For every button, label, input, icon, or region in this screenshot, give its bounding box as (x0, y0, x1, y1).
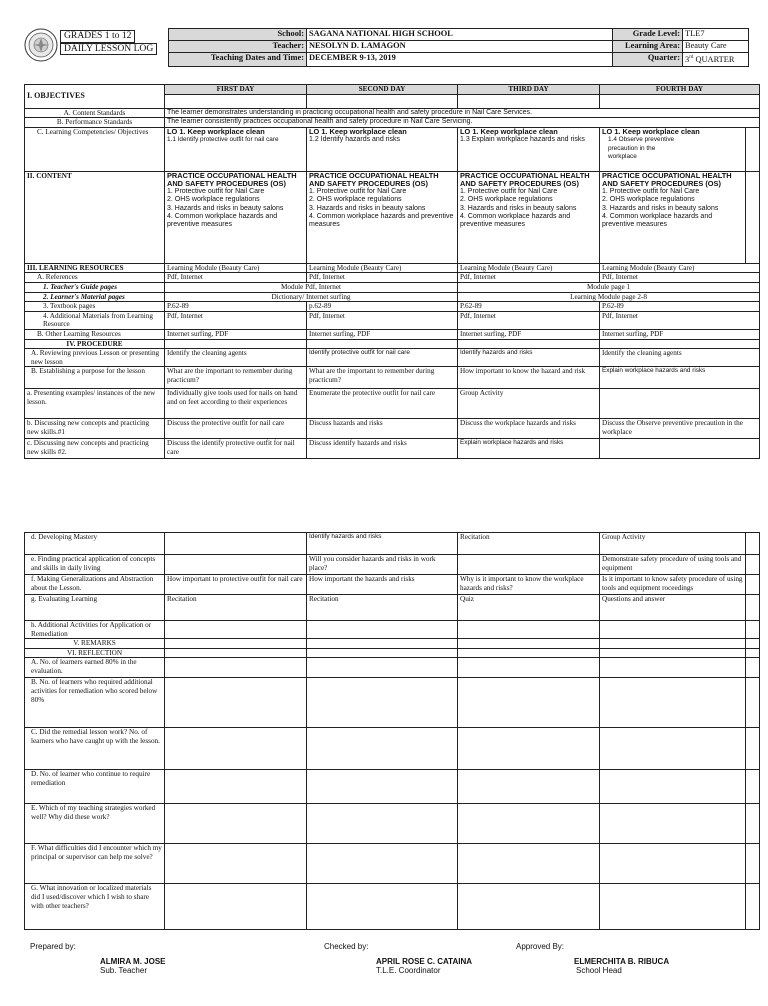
competency-day-1 (165, 127, 307, 171)
proc-g-day-3: Quiz (458, 595, 600, 621)
lm-days-1-2: Dictionary/ Internet surfing (165, 292, 458, 302)
proc-c2-day-1: Discuss the identify protective outfit for nail care (165, 439, 307, 459)
blank-cell (746, 648, 760, 658)
blank-cell (746, 127, 760, 171)
module-day-1: Learning Module (Beauty Care) (165, 263, 307, 273)
blank-cell (458, 639, 600, 649)
checked-by (324, 942, 472, 975)
reflection-label: VI. REFLECTION (25, 648, 165, 658)
blank-cell (746, 639, 760, 649)
blank-cell (307, 804, 458, 844)
blank-cell (746, 770, 760, 804)
approved-position: School Head (576, 966, 622, 975)
checked-name: APRIL ROSE C. CATAINA (376, 957, 473, 966)
proc-e-day-1 (165, 555, 307, 575)
proc-a2-day-4 (600, 389, 760, 419)
proc-d-day-1 (165, 533, 307, 555)
competency-lo: LO 1. Keep workplace clean (602, 127, 700, 136)
reflection-row-e: E. Which of my teaching strategies worked well? Why did these work? (25, 804, 165, 844)
school-label: School: (169, 29, 307, 41)
blank-cell (307, 678, 458, 728)
lm-label: 2. Learner's Material pages (25, 292, 165, 302)
module-day-2: Learning Module (Beauty Care) (307, 263, 458, 273)
area-label: Learning Area: (613, 41, 683, 53)
competency-detail: 1.3 Explain workplace hazards and risks (460, 136, 585, 144)
reflection-row-c: C. Did the remedial lesson work? No. of learners who have caught up with the lesson. (25, 728, 165, 770)
prepared-label: Prepared by: (30, 942, 76, 951)
perf-std-label: B. Performance Standards (25, 118, 165, 128)
reflection-row-g: G. What innovation or localized materials did I used/discover which I wish to share with other teachers? (25, 884, 165, 930)
blank-cell (165, 844, 307, 884)
content-item: 2. OHS workplace regulations (602, 196, 695, 204)
blank-cell (746, 575, 760, 595)
other-day-4: Internet surfing, PDF (600, 329, 760, 339)
school-value: SAGANA NATIONAL HIGH SCHOOL (307, 29, 613, 41)
prepared-name: ALMIRA M. JOSE (100, 957, 166, 966)
content-item: 4. Common workplace hazards and preventive measures (167, 212, 278, 228)
content-heading: PRACTICE OCCUPATIONAL HEALTH AND SAFETY PROCEDURES (OS) (309, 171, 439, 188)
proc-d-day-2: Identify hazards and risks (307, 533, 458, 555)
content-item: 3. Hazards and risks in beauty salons (460, 204, 577, 212)
signatures (0, 942, 768, 1006)
proc-a-day-3: Identify hazards and risks (458, 349, 600, 367)
other-day-2: Internet surfing, PDF (307, 329, 458, 339)
proc-a2-day-3: Group Activity (458, 389, 600, 419)
content-heading: PRACTICE OCCUPATIONAL HEALTH AND SAFETY PROCEDURES (OS) (460, 171, 590, 188)
lesson-log-table (24, 84, 760, 459)
remarks-label: V. REMARKS (25, 639, 165, 649)
proc-f-day-2: How important the hazards and risks (307, 575, 458, 595)
deped-seal-icon (24, 28, 58, 62)
refs-day-1: Pdf, Internet (165, 273, 307, 283)
blank-cell (458, 844, 600, 884)
proc-label-h: h. Additional Activities for Application or Remediation (25, 621, 165, 639)
area-value: Beauty Care (683, 41, 749, 53)
dates-label: Teaching Dates and Time: (169, 53, 307, 67)
module-day-3: Learning Module (Beauty Care) (458, 263, 600, 273)
blank-cell (307, 94, 458, 108)
blank-cell (307, 658, 458, 678)
blank-cell (746, 595, 760, 621)
content-item: 3. Hazards and risks in beauty salons (602, 204, 719, 212)
competency-day-4 (600, 127, 746, 171)
blank-cell (600, 621, 746, 639)
quarter-rest: QUARTER (693, 54, 735, 64)
proc-c2-day-2: Discuss identify hazards and risks (307, 439, 458, 459)
blank-cell (746, 678, 760, 728)
tg-label: 1. Teacher's Guide pages (25, 282, 165, 292)
proc-b-day-1: What are the important to remember during practicum? (165, 367, 307, 389)
approved-name: ELMERCHITA B. RIBUCA (574, 957, 670, 966)
add-day-3: Pdf, Internet (458, 311, 600, 329)
proc-f-day-1: How important to protective outfit for nail care (165, 575, 307, 595)
proc-label-c2: c. Discussing new concepts and practicing new skills #2. (25, 439, 165, 459)
blank-cell (458, 621, 600, 639)
proc-b2-day-4: Discuss the Observe preventive precaution in the workplace (600, 419, 760, 439)
content-item: 4. Common workplace hazards and preventive measures (309, 212, 454, 228)
competency-detail: 1.2 Identify hazards and risks (309, 136, 401, 144)
proc-a-day-4: Identify the cleaning agents (600, 349, 760, 367)
proc-b-day-2: What are the important to remember during practicum? (307, 367, 458, 389)
module-day-4: Learning Module (Beauty Care) (600, 263, 760, 273)
refs-day-3: Pdf, Internet (458, 273, 600, 283)
blank-cell (458, 339, 600, 349)
content-day-3 (458, 171, 600, 263)
blank-cell (165, 658, 307, 678)
competency-lo: LO 1. Keep workplace clean (309, 127, 407, 136)
content-day-2 (307, 171, 458, 263)
proc-label-a: A. Reviewing previous Lesson or presenting new lesson (25, 349, 165, 367)
blank-cell (746, 555, 760, 575)
proc-e-day-3 (458, 555, 600, 575)
header-table (168, 28, 749, 67)
competencies-label: C. Learning Competencies/ Objectives (25, 127, 165, 171)
refs-day-2: Pdf, Internet (307, 273, 458, 283)
quarter-num: 3 (685, 54, 690, 64)
proc-a-day-2: Identify protective outfit for nail care (307, 349, 458, 367)
proc-e-day-4: Demonstrate safety procedure of using tools and equipment (600, 555, 746, 575)
tb-day-4: P.62-89 (600, 302, 760, 312)
competency-lo: LO 1. Keep workplace clean (167, 127, 265, 136)
blank-cell (600, 770, 746, 804)
day-header-2: SECOND DAY (307, 85, 458, 95)
content-item: 1. Protective outfit for Nail Care (460, 188, 558, 196)
blank-cell (307, 884, 458, 930)
proc-label-e: e. Finding practical application of concepts and skills in daily living (25, 555, 165, 575)
proc-d-day-4: Group Activity (600, 533, 746, 555)
proc-b2-day-1: Discuss the protective outfit for nail care (165, 419, 307, 439)
blank-cell (746, 533, 760, 555)
tg-days-3-4: Module page 1 (458, 282, 760, 292)
content-item: 2. OHS workplace regulations (309, 196, 402, 204)
grade-value: TLE7 (683, 29, 749, 41)
quarter-label: Quarter: (613, 53, 683, 67)
blank-cell (165, 678, 307, 728)
title-line-2: DAILY LESSON LOG (60, 43, 157, 56)
proc-d-day-3: Recitation (458, 533, 600, 555)
resources-title: III. LEARNING RESOURCES (25, 263, 165, 273)
blank-cell (307, 339, 458, 349)
tb-day-2: p.62-89 (307, 302, 458, 312)
tb-day-3: P.62-89 (458, 302, 600, 312)
proc-b-day-3: How important to know the hazard and risk (458, 367, 600, 389)
add-day-2: Pdf, Internet (307, 311, 458, 329)
proc-label-g: g. Evaluating Learning (25, 595, 165, 621)
prepared-position: Sub. Teacher (100, 966, 147, 975)
dates-value: DECEMBER 9-13, 2019 (307, 53, 613, 67)
proc-b-day-4: Explain workplace hazards and risks (600, 367, 760, 389)
title-line-1: GRADES 1 to 12 (60, 30, 135, 43)
proc-f-day-4: Is it important to know safety procedure of using tools and equipment roceedings (600, 575, 746, 595)
proc-a2-day-1: Individually give tools used for nails on hand and on feet according to their experiences (165, 389, 307, 419)
blank-cell (165, 728, 307, 770)
blank-cell (600, 94, 760, 108)
blank-cell (458, 770, 600, 804)
other-label: B. Other Learning Resources (25, 329, 165, 339)
proc-e-day-2: Will you consider hazards and risks in work place? (307, 555, 458, 575)
content-std-label: A. Content Standards (25, 108, 165, 118)
blank-cell (600, 648, 746, 658)
proc-label-b: B. Establishing a purpose for the lesson (25, 367, 165, 389)
quarter-value (683, 53, 749, 67)
refs-label: A. References (25, 273, 165, 283)
content-item: 3. Hazards and risks in beauty salons (309, 204, 426, 212)
blank-cell (307, 770, 458, 804)
blank-cell (746, 658, 760, 678)
refs-day-4: Pdf, Internet (600, 273, 760, 283)
proc-label-f: f. Making Generalizations and Abstraction about the Lesson. (25, 575, 165, 595)
blank-cell (165, 884, 307, 930)
blank-cell (165, 648, 307, 658)
reflection-row-a: A. No. of learners earned 80% in the evaluation. (25, 658, 165, 678)
content-item: 1. Protective outfit for Nail Care (309, 188, 407, 196)
blank-cell (600, 844, 746, 884)
objectives-title: I. OBJECTIVES (25, 85, 165, 109)
competency-day-2 (307, 127, 458, 171)
blank-cell (165, 770, 307, 804)
content-heading: PRACTICE OCCUPATIONAL HEALTH AND SAFETY PROCEDURES (OS) (602, 171, 732, 188)
content-day-4 (600, 171, 746, 263)
blank-cell (746, 804, 760, 844)
blank-cell (600, 728, 746, 770)
content-item: 1. Protective outfit for Nail Care (167, 188, 265, 196)
blank-cell (458, 728, 600, 770)
blank-cell (458, 804, 600, 844)
teacher-value: NESOLYN D. LAMAGON (307, 41, 613, 53)
content-item: 2. OHS workplace regulations (167, 196, 260, 204)
quarter-sup: rd (689, 55, 694, 60)
content-item: 2. OHS workplace regulations (460, 196, 553, 204)
approved-by (516, 942, 669, 975)
blank-cell (165, 621, 307, 639)
blank-cell (458, 94, 600, 108)
reflection-row-f: F. What difficulties did I encounter which my principal or supervisor can help me solve? (25, 844, 165, 884)
blank-cell (746, 844, 760, 884)
blank-cell (307, 648, 458, 658)
blank-cell (458, 884, 600, 930)
proc-b2-day-3: Discuss the workplace hazards and risks (458, 419, 600, 439)
blank-cell (458, 658, 600, 678)
other-day-3: Internet surfing, PDF (458, 329, 600, 339)
blank-cell (600, 678, 746, 728)
add-label: 4. Additional Materials from Learning Resource (25, 311, 165, 329)
reflection-row-d: D. No. of learner who continue to require remediation (25, 770, 165, 804)
blank-cell (600, 339, 760, 349)
blank-cell (165, 804, 307, 844)
proc-label-a2: a. Presenting examples/ instances of the new lesson. (25, 389, 165, 419)
blank-cell (600, 804, 746, 844)
proc-label-b2: b. Discussing new concepts and practicing new skills.#1 (25, 419, 165, 439)
blank-cell (165, 639, 307, 649)
blank-cell (746, 171, 760, 263)
content-item: 4. Common workplace hazards and preventive measures (602, 212, 713, 228)
blank-cell (458, 648, 600, 658)
proc-a2-day-2: Enumerate the protective outfit for nail care (307, 389, 458, 419)
add-day-4: Pdf, Internet (600, 311, 760, 329)
content-heading: PRACTICE OCCUPATIONAL HEALTH AND SAFETY PROCEDURES (OS) (167, 171, 297, 188)
content-item: 4. Common workplace hazards and preventive measures (460, 212, 571, 228)
competency-lo: LO 1. Keep workplace clean (460, 127, 558, 136)
checked-label: Checked by: (324, 942, 369, 951)
content-day-1 (165, 171, 307, 263)
blank-cell (307, 844, 458, 884)
blank-cell (746, 621, 760, 639)
content-item: 1. Protective outfit for Nail Care (602, 188, 700, 196)
blank-cell (746, 728, 760, 770)
blank-cell (600, 658, 746, 678)
lesson-log-table-continued (24, 532, 760, 930)
proc-label-d: d. Developing Mastery (25, 533, 165, 555)
proc-g-day-2: Recitation (307, 595, 458, 621)
proc-c2-day-4 (600, 439, 760, 459)
procedure-title: IV. PROCEDURE (25, 339, 165, 349)
blank-cell (746, 884, 760, 930)
blank-cell (600, 884, 746, 930)
blank-cell (600, 639, 746, 649)
prepared-by (30, 942, 165, 975)
lm-days-3-4: Learning Module page 2-8 (458, 292, 760, 302)
blank-cell (458, 678, 600, 728)
day-header-3: THIRD DAY (458, 85, 600, 95)
day-header-4: FOURTH DAY (600, 85, 760, 95)
reflection-row-b: B. No. of learners who required additional activities for remediation who scored below 80% (25, 678, 165, 728)
add-day-1: Pdf, Internet (165, 311, 307, 329)
proc-g-day-4: Questions and answer (600, 595, 746, 621)
blank-cell (307, 621, 458, 639)
blank-cell (307, 639, 458, 649)
content-std-value: The learner demonstrates understanding in practicing occupational health and safety procedure in Nail Care Services. (165, 108, 760, 118)
checked-position: T.L.E. Coordinator (376, 966, 441, 975)
proc-a-day-1: Identify the cleaning agents (165, 349, 307, 367)
competency-detail: 1.1 Identify protective outfit for nail care (167, 136, 279, 144)
tb-day-1: P.62-89 (165, 302, 307, 312)
grade-label: Grade Level: (613, 29, 683, 41)
competency-day-3 (458, 127, 600, 171)
teacher-label: Teacher: (169, 41, 307, 53)
content-item: 3. Hazards and risks in beauty salons (167, 204, 284, 212)
blank-cell (165, 339, 307, 349)
approved-label: Approved By: (516, 942, 565, 951)
tg-days-1-2: Module Pdf, Internet (165, 282, 458, 292)
content-title: II. CONTENT (25, 171, 165, 263)
perf-std-value: The learner consistently practices occupational health and safety procedure in Nail Care Servicing. (165, 118, 760, 128)
title-block (60, 30, 170, 55)
competency-detail: 1.4 Observe preventive precaution in the workplace (608, 136, 675, 160)
proc-f-day-3: Why is it important to know the workplace hazards and risks? (458, 575, 600, 595)
blank-cell (165, 94, 307, 108)
tb-label: 3. Textbook pages (25, 302, 165, 312)
day-header-1: FIRST DAY (165, 85, 307, 95)
proc-b2-day-2: Discuss hazards and risks (307, 419, 458, 439)
blank-cell (307, 728, 458, 770)
proc-g-day-1: Recitation (165, 595, 307, 621)
proc-c2-day-3: Explain workplace hazards and risks (458, 439, 600, 459)
other-day-1: Internet surfing, PDF (165, 329, 307, 339)
